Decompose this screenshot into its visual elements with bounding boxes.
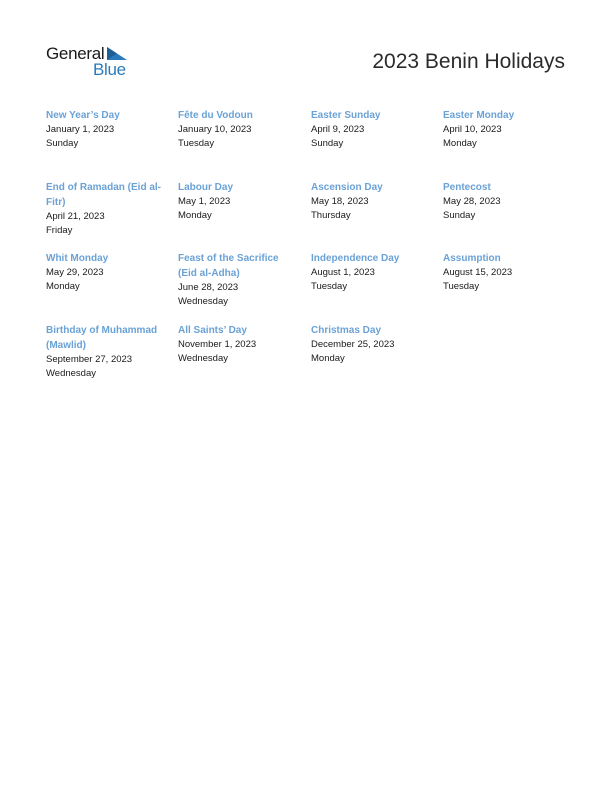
holiday-name: Easter Monday (443, 110, 515, 121)
holiday-name: Easter Sunday (311, 110, 381, 121)
holiday-weekday: Wednesday (178, 296, 228, 307)
logo-text-general: General (46, 44, 105, 63)
holiday-date: January 10, 2023 (178, 124, 252, 135)
holiday-weekday: Tuesday (311, 281, 348, 292)
holiday-date: May 29, 2023 (46, 267, 104, 278)
holiday-item (443, 180, 565, 223)
holiday-date: January 1, 2023 (46, 124, 115, 135)
holiday-item (443, 251, 565, 294)
holiday-weekday: Monday (46, 281, 80, 292)
holiday-weekday: Tuesday (443, 281, 480, 292)
holiday-date: April 21, 2023 (46, 211, 105, 222)
holiday-date: May 18, 2023 (311, 196, 369, 207)
holiday-item (311, 108, 433, 151)
holiday-item (178, 108, 300, 151)
holiday-item (46, 251, 168, 294)
holiday-weekday: Monday (443, 138, 477, 149)
holiday-date: November 1, 2023 (178, 339, 257, 350)
holiday-weekday: Wednesday (46, 368, 96, 379)
holiday-weekday: Monday (178, 210, 212, 221)
holiday-name: Birthday of Muhammad (Mawlid) (46, 325, 158, 351)
holiday-name: Pentecost (443, 182, 491, 193)
holiday-weekday: Wednesday (178, 353, 228, 364)
holiday-weekday: Sunday (311, 138, 344, 149)
holiday-name: Ascension Day (311, 182, 383, 193)
holiday-date: May 28, 2023 (443, 196, 501, 207)
holiday-date: September 27, 2023 (46, 354, 133, 365)
holiday-item (46, 180, 168, 238)
holiday-date: August 1, 2023 (311, 267, 375, 278)
holiday-item (178, 323, 300, 366)
logo-text-blue: Blue (93, 60, 126, 79)
holiday-item (46, 323, 168, 381)
holiday-weekday: Sunday (46, 138, 79, 149)
holiday-item (178, 251, 300, 309)
holiday-name: Whit Monday (46, 253, 109, 264)
holiday-date: April 10, 2023 (443, 124, 502, 135)
holiday-weekday: Tuesday (178, 138, 215, 149)
holiday-date: May 1, 2023 (178, 196, 231, 207)
holiday-name: Assumption (443, 253, 501, 264)
holiday-name: Feast of the Sacrifice (Eid al-Adha) (178, 253, 279, 279)
holiday-date: April 9, 2023 (311, 124, 365, 135)
holiday-weekday: Sunday (443, 210, 476, 221)
holiday-weekday: Thursday (311, 210, 351, 221)
holiday-name: All Saints’ Day (178, 325, 247, 336)
holiday-date: August 15, 2023 (443, 267, 513, 278)
generalblue-logo (46, 44, 136, 80)
holiday-name: End of Ramadan (Eid al-Fitr) (46, 182, 162, 208)
holiday-weekday: Friday (46, 225, 73, 236)
holiday-item (178, 180, 300, 223)
holiday-item (443, 108, 565, 151)
holiday-name: Fête du Vodoun (178, 110, 253, 121)
holiday-item (311, 180, 433, 223)
holiday-item (46, 108, 168, 151)
holiday-weekday: Monday (311, 353, 345, 364)
holiday-item (311, 251, 433, 294)
holiday-date: December 25, 2023 (311, 339, 395, 350)
holiday-name: Christmas Day (311, 325, 382, 336)
holiday-name: Labour Day (178, 182, 234, 193)
holiday-name: Independence Day (311, 253, 400, 264)
holiday-item (311, 323, 433, 366)
holiday-date: June 28, 2023 (178, 282, 239, 293)
page-title: 2023 Benin Holidays (372, 50, 565, 73)
holiday-name: New Year’s Day (46, 110, 120, 121)
